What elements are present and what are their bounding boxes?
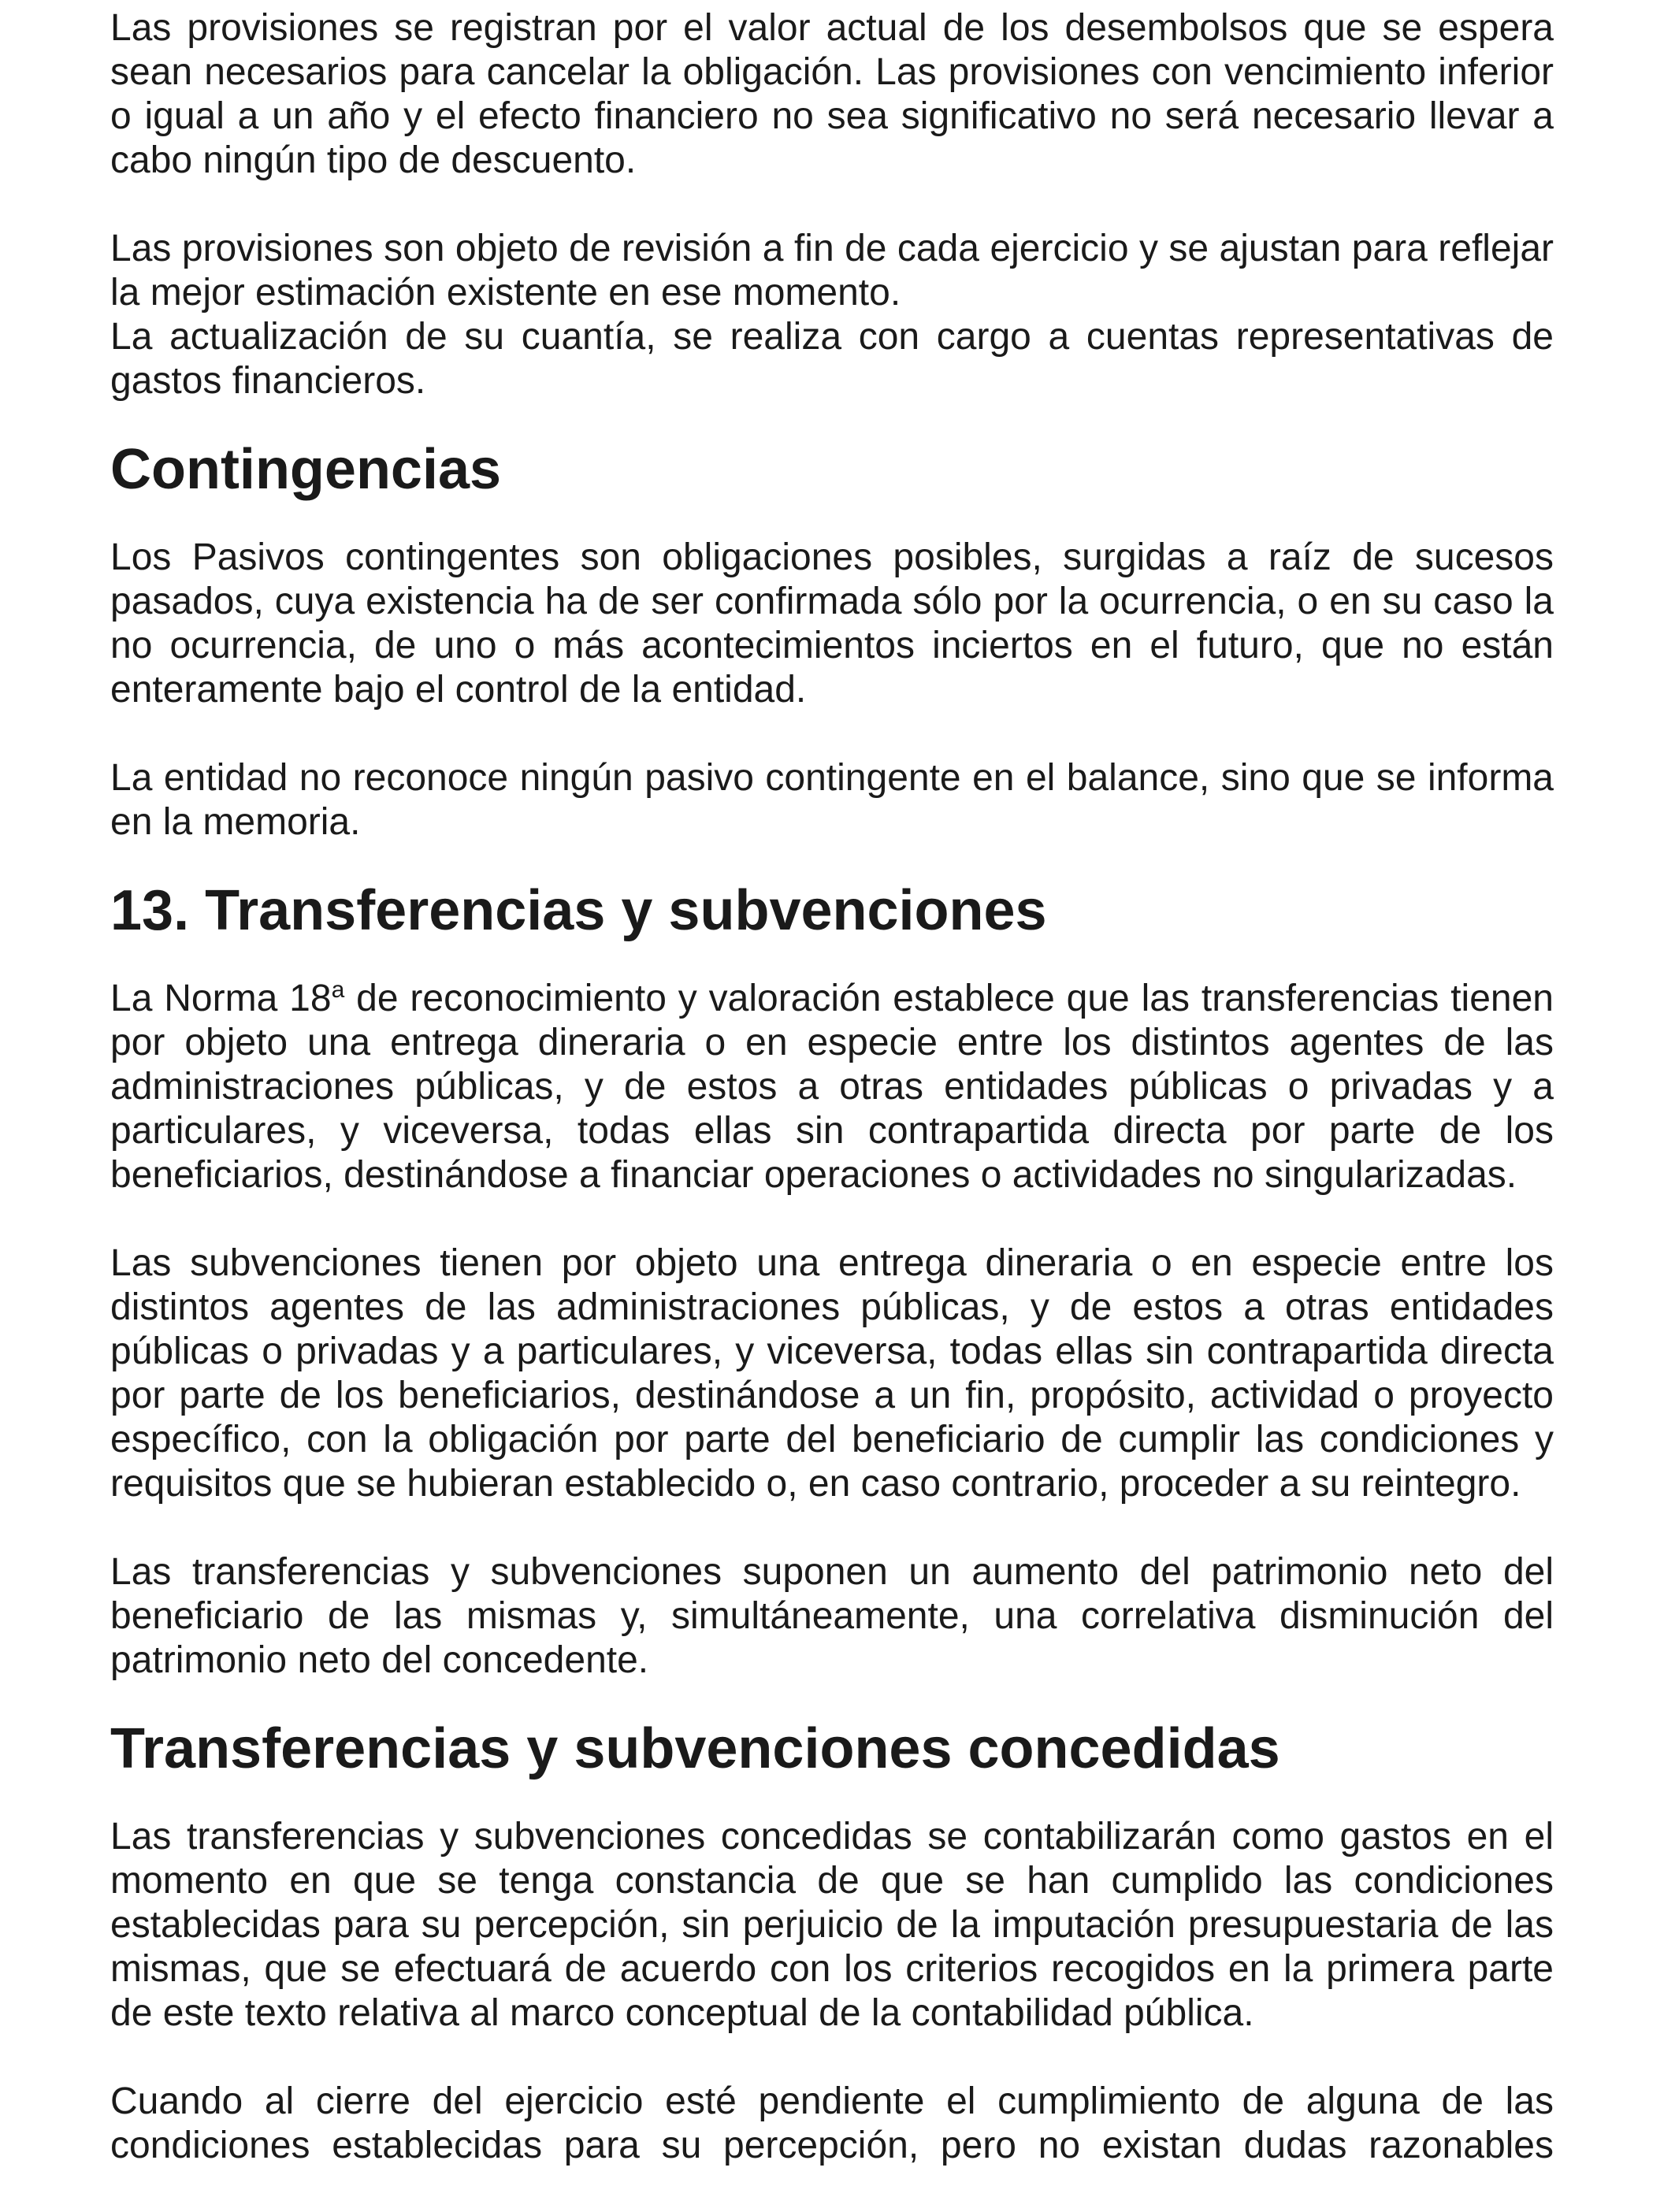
transferencias-paragraph-1	[110, 977, 1554, 1197]
norma-rest-text: de reconocimiento y valoración establece que las transferencias tienen por objeto una entrega dineraria o en especie entre los distintos agentes de las administraciones públicas, y de estos a otras entidades públicas o privadas y a particulares, y viceversa, todas ellas sin contrapartida directa por parte de los beneficiarios, destinándose a financiar operaciones o actividades no singularizadas.	[110, 978, 1554, 1196]
contingencias-paragraph-1: Los Pasivos contingentes son obligaciones posibles, surgidas a raíz de sucesos pasados, cuya existencia ha de ser confirmada sólo por la ocurrencia, o en su caso la no ocurrencia, de uno o más acontecimientos inciertos en el futuro, que no están enteramente bajo el control de la entidad.	[110, 536, 1554, 711]
provisiones-paragraph-1: Las provisiones se registran por el valor actual de los desembolsos que se espera sean necesarios para cancelar la obligación. Las provisiones con vencimiento inferior o igual a un año y el efecto financiero no sea significativo no será necesario llevar a cabo ningún tipo de descuento.	[110, 7, 1554, 181]
transferencias-heading: 13. Transferencias y subvenciones	[110, 879, 1047, 942]
norma-text: La Norma 18	[110, 978, 332, 1019]
document-page	[110, 6, 1554, 2212]
provisiones-paragraph-3: La actualización de su cuantía, se realiza con cargo a cuentas representativas de gastos financieros.	[110, 316, 1554, 402]
transferencias-paragraph-3: Las transferencias y subvenciones suponen un aumento del patrimonio neto del beneficiario de las mismas y, simultáneamente, una correlativa disminución del patrimonio neto del concedente.	[110, 1551, 1554, 1681]
contingencias-heading: Contingencias	[110, 438, 502, 501]
provisiones-paragraph-2: Las provisiones son objeto de revisión a fin de cada ejercicio y se ajustan para reflejar la mejor estimación existente en ese momento.	[110, 228, 1554, 314]
concedidas-heading: Transferencias y subvenciones concedidas	[110, 1717, 1280, 1780]
concedidas-paragraph-1: Las transferencias y subvenciones concedidas se contabilizarán como gastos en el momento en que se tenga constancia de que se han cumplido las condiciones establecidas para su percepción, sin perjuicio de la imputación presupuestaria de las mismas, que se efectuará de acuerdo con los criterios recogidos en la primera parte de este texto relativa al marco conceptual de la contabilidad pública.	[110, 1816, 1554, 2034]
contingencias-paragraph-2: La entidad no reconoce ningún pasivo contingente en el balance, sino que se informa en la memoria.	[110, 757, 1554, 843]
transferencias-paragraph-2: Las subvenciones tienen por objeto una entrega dineraria o en especie entre los distintos agentes de las administraciones públicas, y de estos a otras entidades públicas o privadas y a particulares, y viceversa, todas ellas sin contrapartida directa por parte de los beneficiarios, destinándose a un fin, propósito, actividad o proyecto específico, con la obligación por parte del beneficiario de cumplir las condiciones y requisitos que se hubieran establecido o, en caso contrario, proceder a su reintegro.	[110, 1242, 1554, 1505]
concedidas-paragraph-2: Cuando al cierre del ejercicio esté pendiente el cumplimiento de alguna de las condiciones establecidas para su percepción, pero no existan dudas razonables	[110, 2080, 1554, 2166]
norma-superscript: a	[331, 977, 345, 1003]
